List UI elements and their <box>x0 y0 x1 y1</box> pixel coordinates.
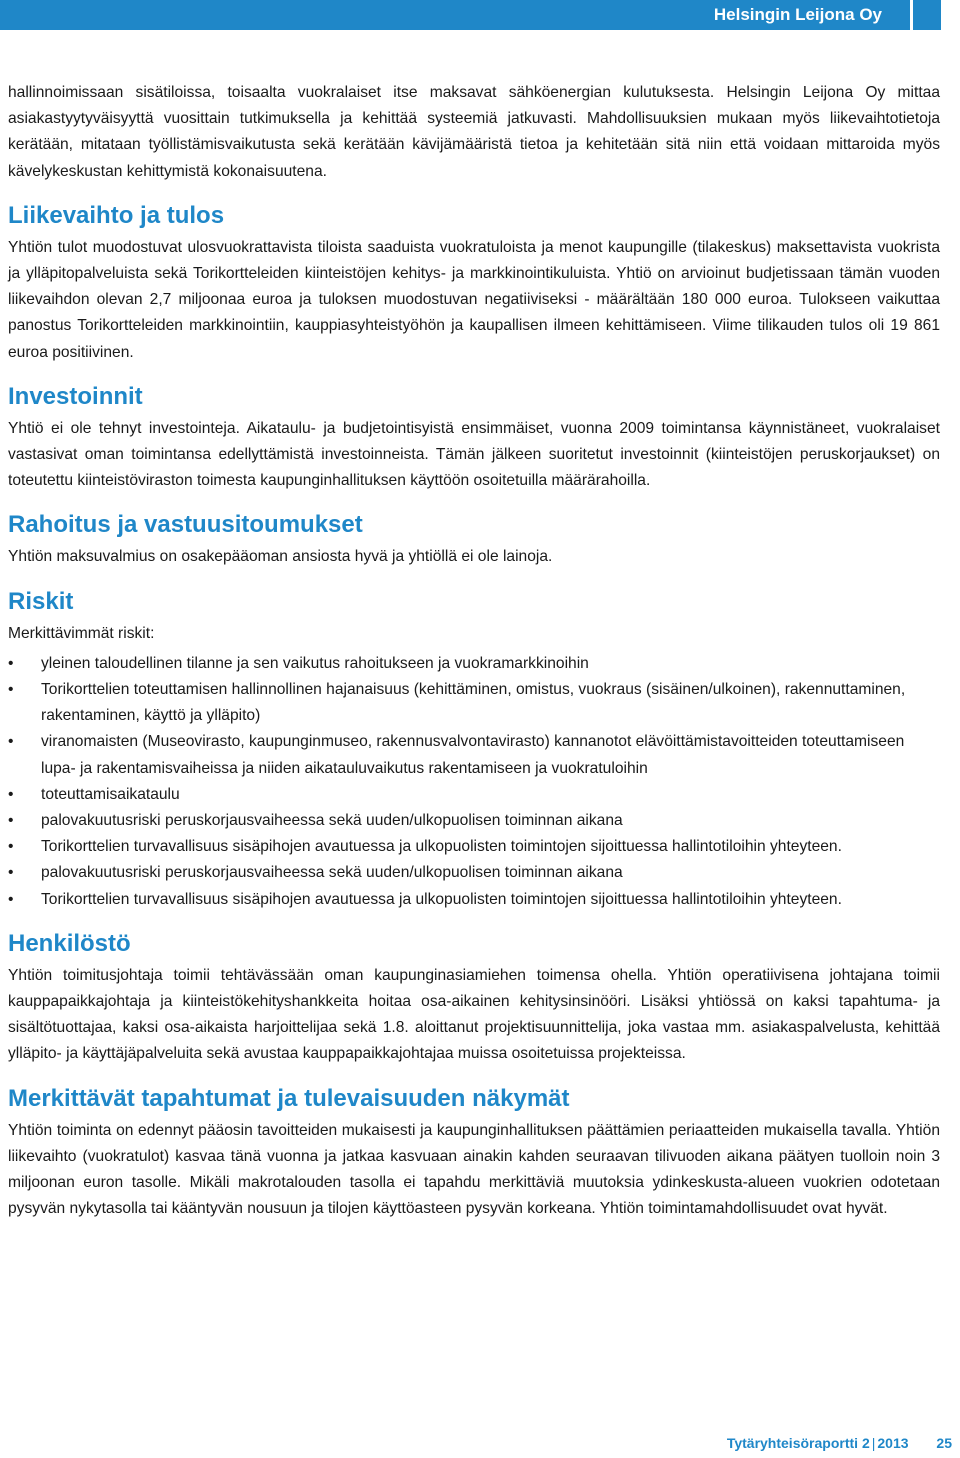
section-text: Yhtiön toiminta on edennyt pääosin tavoitteiden mukaisesti ja kaupunginhallituksen päättämien periaatteiden mukaisella tavalla. Yhtiön liikevaihto (vuokratulot) kasvaa tänä vuonna ja jatkaa kasvuaan ainakin kahden seuraavan tilivuoden aikana päätyen tuolloin noin 3 miljoonan euron tasolle. Mikäli makrotalouden tasolla ei tapahdu merkittäviä muutoksia ydinkeskusta-alueen vuokrien odotetaan pysyvän nykytasolla tai kääntyvän nousuun ja tilojen käyttöasteen pysyvän korkeana. Yhtiön toimintamahdollisuudet ovat hyvät. <box>8 1121 940 1218</box>
list-item <box>8 677 940 729</box>
intro-paragraph: hallinnoimissaan sisätiloissa, toisaalta vuokralaiset itse maksavat sähköenergian kulutuksesta. Helsingin Leijona Oy mittaa asiakastyytyväisyyttä vuosittain tutkimuksella ja kehittää systeemiä jatkuvasti. Mahdollisuuksien mukaan myös liikevaihtotietoja kerätään, mitataan työllistämisvaikutusta sekä kerätään kävijämääristä tietoa ja kehitetään sitä niin että voidaan mittaroida myös kävelykeskustan kehittymistä kokonaisuutena. <box>8 84 940 180</box>
list-item-text: Torikorttelien toteuttamisen hallinnollinen hajanaisuus (kehittäminen, omistus, vuokraus (sisäinen/ulkoinen), rakennuttaminen, rakentaminen, käyttö ja ylläpito) <box>41 681 906 725</box>
list-item-text: Torikorttelien turvavallisuus sisäpihojen avautuessa ja ulkopuolisten toimintojen sijoittuessa hallintotiloihin yhteyteen. <box>41 838 842 856</box>
page-number: 25 <box>936 1435 952 1451</box>
bullet-icon: • <box>8 733 14 751</box>
bullet-icon: • <box>8 864 14 882</box>
bullet-icon: • <box>8 838 14 856</box>
bullet-icon: • <box>8 785 14 803</box>
section-merkittavat <box>8 1084 940 1223</box>
header-corner-block <box>913 0 941 30</box>
section-title: Riskit <box>8 587 74 615</box>
section-rahoitus <box>8 510 940 570</box>
header-title: Helsingin Leijona Oy <box>713 5 882 24</box>
bullet-icon: • <box>8 812 14 830</box>
page-content <box>8 80 940 1223</box>
list-item-text: viranomaisten (Museovirasto, kaupunginmuseo, rakennusvalvontavirasto) kannanotot elävöittämistavoitteiden toteuttamiseen lupa- ja rakentamisvaiheissa ja niiden aikatauluvaikutus rakentamiseen ja vuokratuloihin <box>41 733 905 777</box>
list-item-text: toteuttamisaikataulu <box>41 785 180 803</box>
risk-list <box>8 651 940 913</box>
footer-report-name: Tytäryhteisöraportti <box>726 1435 859 1451</box>
section-text: Yhtiön toimitusjohtaja toimii tehtävässään oman kaupunginasiamiehen toimensa ohella. Yhtiön operatiivisena johtajana toimii kauppapaikkajohtaja ja kiinteistökehityshankkeita hoitaa osa-aikainen kehitysinsinööri. Lisäksi yhtiössä on kaksi tapahtuma- ja sisältötuottajaa, kaksi osa-aikaista harjoittelijaa sekä 1.8. aloittanut projektisuunnittelija, joka vastaa mm. asiakaspalvelusta, kehittää ylläpito- ja käyttäjäpalveluita sekä avustaa kauppapaikkajohtajaa muissa osoitetuissa projekteissa. <box>8 966 940 1063</box>
section-title: Henkilöstö <box>8 929 131 957</box>
section-text: Yhtiön maksuvalmius on osakepääoman ansiosta hyvä ja yhtiöllä ei ole lainoja. <box>8 548 553 566</box>
list-item-text: Torikorttelien turvavallisuus sisäpihojen avautuessa ja ulkopuolisten toimintojen sijoittuessa hallintotiloihin yhteyteen. <box>41 890 842 908</box>
section-title: Rahoitus ja vastuusitoumukset <box>8 511 363 539</box>
header-bar <box>0 0 910 30</box>
section-henkilosto <box>8 929 940 1068</box>
bullet-icon: • <box>8 681 14 699</box>
bullet-icon: • <box>8 890 14 908</box>
section-riskit <box>8 587 940 913</box>
risk-list-intro: Merkittävimmät riskit: <box>8 624 155 642</box>
section-text: Yhtiön tulot muodostuvat ulosvuokrattavista tiloista saaduista vuokratuloista ja menot kaupungille (tilakeskus) maksettavista vuokrista ja ylläpitopalveluista sekä Torikortteleiden kiinteistöjen kehitys- ja markkinointikuluista. Yhtiö on arvioinut budjetissaan tämän vuoden liikevaihdon olevan 2,7 miljoonaa euroa ja tuloksen muodostuvan negatiiviseksi - määrältään 180 000 euroa. Tulokseen vaikuttaa panostus Torikortteleiden markkinointiin, kauppiasyhteistyöhön ja kaupallisen ilmeen kehittämiseen. Viime tilikauden tulos oli 19 861 euroa positiivinen. <box>8 238 940 361</box>
list-item-text: palovakuutusriski peruskorjausvaiheessa sekä uuden/ulkopuolisen toiminnan aikana <box>41 864 623 882</box>
list-item <box>8 834 940 860</box>
page-footer <box>727 1434 952 1452</box>
footer-issue: 2 <box>861 1435 870 1451</box>
list-item <box>8 808 940 834</box>
section-liikevaihto <box>8 201 940 366</box>
list-item <box>8 782 940 808</box>
section-investoinnit <box>8 382 940 495</box>
section-title: Liikevaihto ja tulos <box>8 201 225 229</box>
section-title: Investoinnit <box>8 382 143 410</box>
list-item <box>8 729 940 781</box>
list-item-text: palovakuutusriski peruskorjausvaiheessa sekä uuden/ulkopuolisen toiminnan aikana <box>41 812 623 830</box>
list-item <box>8 887 940 913</box>
list-item <box>8 860 940 886</box>
list-item-text: yleinen taloudellinen tilanne ja sen vaikutus rahoitukseen ja vuokramarkkinoihin <box>41 654 589 672</box>
section-title: Merkittävät tapahtumat ja tulevaisuuden näkymät <box>8 1084 570 1112</box>
footer-year: 2013 <box>877 1435 909 1451</box>
section-text: Yhtiö ei ole tehnyt investointeja. Aikataulu- ja budjetointisyistä ensimmäiset, vuonna 2009 toimintansa käynnistäneet, vuokralaiset vastasivat oman toimintansa edellyttämistä investoinneista. Tämän jälkeen suoritetut investoinnit (kiinteistöjen peruskorjaukset) on toteutettu kiinteistöviraston toimesta kaupunginhallituksen käyttöön osoitetuilla määrärahoilla. <box>8 419 940 490</box>
bullet-icon: • <box>8 654 14 672</box>
list-item <box>8 651 940 677</box>
footer-separator: | <box>871 1435 876 1451</box>
